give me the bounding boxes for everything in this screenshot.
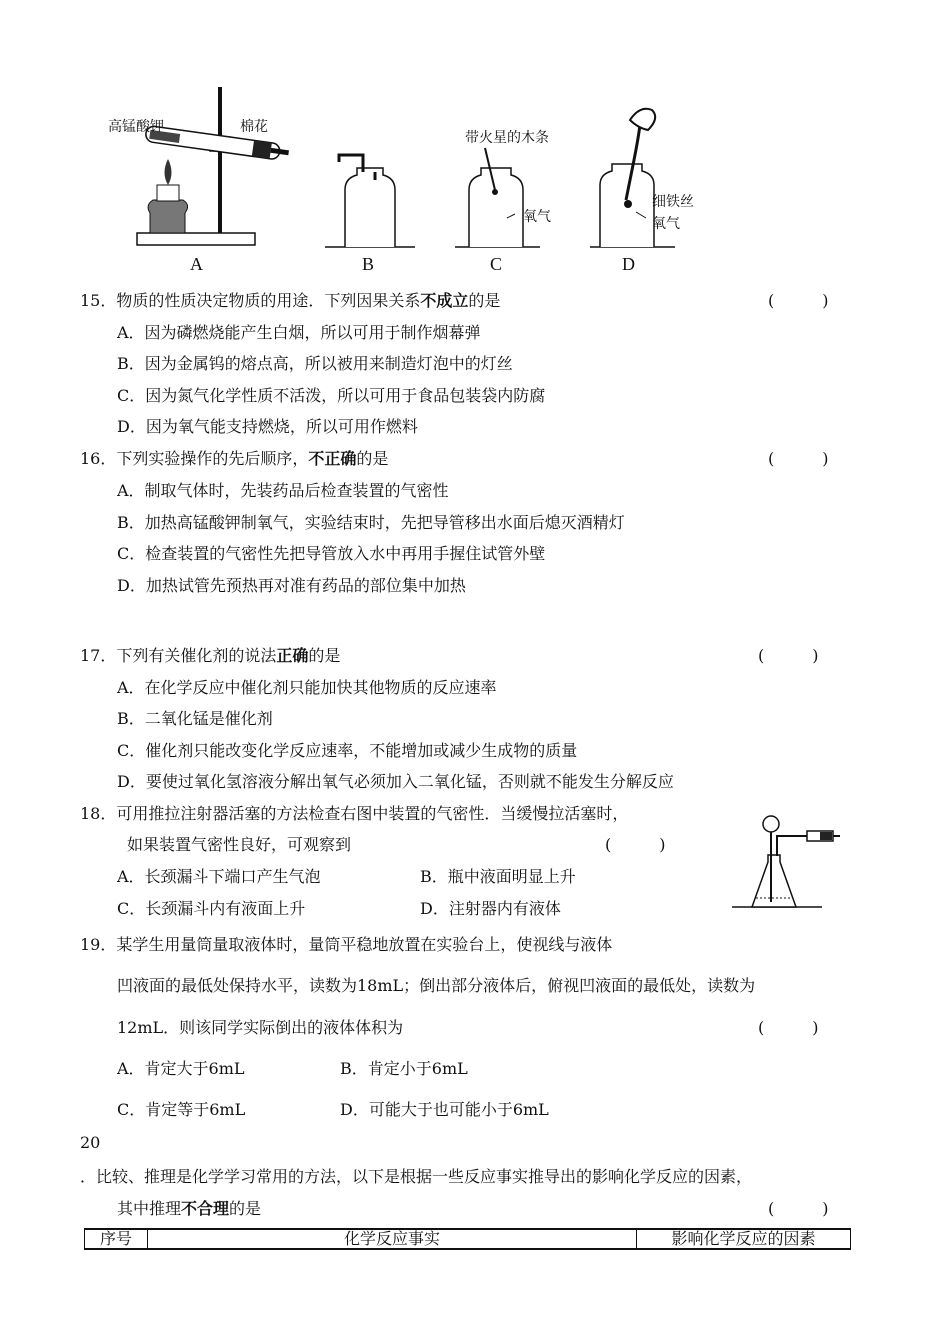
q19-stem-line3: 12mL．则该同学实际倒出的液体体积为: [117, 1018, 404, 1037]
q19-stem-line1: 19．某学生用量筒量取液体时，量筒平稳地放置在实验台上，使视线与液体: [80, 935, 613, 954]
q18-option-b: B．瓶中液面明显上升: [420, 867, 576, 886]
figure-d-caption: D: [622, 254, 635, 274]
q17-stem: 17．下列有关催化剂的说法正确的是: [80, 646, 341, 665]
table-header-cell: 影响化学反应的因素: [637, 1229, 851, 1249]
q17-option-d: D．要使过氧化氢溶液分解出氧气必须加入二氧化锰，否则就不能发生分解反应: [117, 772, 674, 791]
q18-option-d: D．注射器内有液体: [420, 899, 561, 918]
q15-stem: 15．物质的性质决定物质的用途．下列因果关系不成立的是: [80, 291, 501, 310]
figure-d-label-side: 氧气: [652, 216, 680, 232]
q19-answer-paren[interactable]: ( ): [758, 1018, 819, 1037]
q20-stem-line1: ．比较、推理是化学学习常用的方法，以下是根据一些反应事实推导出的影响化学反应的因素，: [80, 1167, 753, 1186]
table-header-cell: 化学反应事实: [148, 1229, 637, 1249]
q15-option-c: C．因为氮气化学性质不活泼，所以可用于食品包装袋内防腐: [117, 386, 546, 405]
q16-option-d: D．加热试管先预热再对准有药品的部位集中加热: [117, 576, 466, 595]
q16-option-a: A．制取气体时，先装药品后检查装置的气密性: [117, 481, 449, 500]
figure-c-label-side: 氧气: [523, 209, 551, 225]
figure-c-caption: C: [490, 254, 503, 274]
q19-option-b: B．肯定小于6mL: [340, 1059, 468, 1078]
figure-d-label-top: 细铁丝: [652, 194, 694, 210]
figure-a-apparatus: [105, 85, 295, 250]
q19-stem-line2: 凹液面的最低处保持水平，读数为18mL；倒出部分液体后，俯视凹液面的最低处，读数为: [117, 976, 756, 995]
q19-option-c: C．肯定等于6mL: [117, 1100, 246, 1119]
figure-a-label-right: 棉花: [240, 119, 268, 135]
q16-stem: 16．下列实验操作的先后顺序，不正确的是: [80, 449, 389, 468]
q20-number: 20: [80, 1133, 101, 1152]
q16-option-c: C．检查装置的气密性先把导管放入水中再用手握住试管外壁: [117, 544, 546, 563]
q16-answer-paren[interactable]: ( ): [768, 449, 829, 468]
figure-c-bottle: [455, 140, 540, 250]
q18-apparatus-figure: [732, 810, 842, 910]
q16-option-b: B．加热高锰酸钾制氧气，实验结束时，先把导管移出水面后熄灭酒精灯: [117, 513, 625, 532]
q19-option-a: A．肯定大于6mL: [117, 1059, 245, 1078]
q15-option-b: B．因为金属钨的熔点高，所以被用来制造灯泡中的灯丝: [117, 354, 513, 373]
q20-answer-paren[interactable]: ( ): [768, 1199, 829, 1218]
figure-c-label-top: 带火星的木条: [465, 130, 549, 146]
q18-option-c: C．长颈漏斗内有液面上升: [117, 899, 306, 918]
q15-option-d: D．因为氧气能支持燃烧，所以可用作燃料: [117, 417, 418, 436]
q20-stem-line2: 其中推理不合理的是: [117, 1199, 262, 1218]
q18-answer-paren[interactable]: ( ): [605, 835, 666, 854]
q15-option-a: A．因为磷燃烧能产生白烟，所以可用于制作烟幕弹: [117, 323, 481, 342]
figure-b-caption: B: [362, 254, 375, 274]
q19-option-d: D．可能大于也可能小于6mL: [340, 1100, 549, 1119]
q18-option-a: A．长颈漏斗下端口产生气泡: [117, 867, 321, 886]
figure-b-bottle: [325, 150, 415, 250]
figure-a-label-left: 高锰酸钾: [108, 119, 164, 135]
q20-table: [84, 1228, 851, 1250]
q18-stem-line2: 如果装置气密性良好，可观察到: [127, 835, 352, 854]
table-header-cell: 序号: [85, 1229, 148, 1249]
q17-answer-paren[interactable]: ( ): [758, 646, 819, 665]
q17-option-c: C．催化剂只能改变化学反应速率，不能增加或减少生成物的质量: [117, 741, 578, 760]
q17-option-b: B．二氧化锰是催化剂: [117, 709, 273, 728]
q18-stem-line1: 18．可用推拉注射器活塞的方法检查右图中装置的气密性．当缓慢拉活塞时，: [80, 804, 629, 823]
table-header-row: [85, 1229, 851, 1249]
q17-option-a: A．在化学反应中催化剂只能加快其他物质的反应速率: [117, 678, 497, 697]
q15-answer-paren[interactable]: ( ): [768, 291, 829, 310]
figure-a-caption: A: [190, 254, 203, 274]
